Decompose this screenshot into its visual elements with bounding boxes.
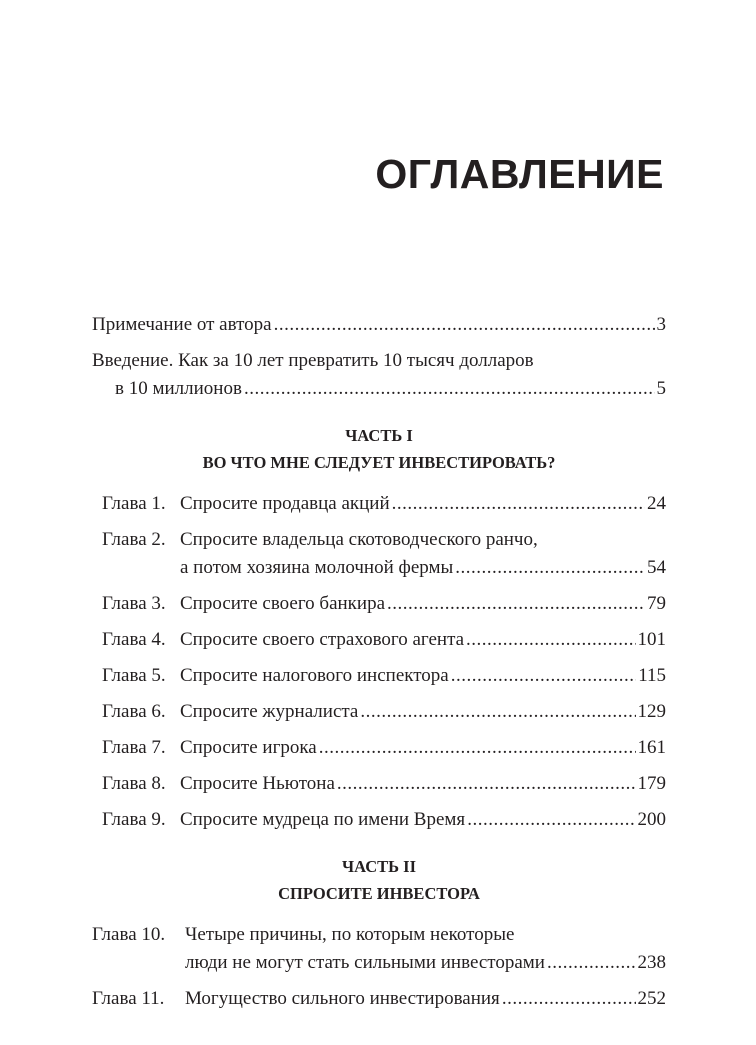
dot-leader	[360, 698, 635, 726]
toc-entry-title: Четыре причины, по которым некоторые	[185, 924, 515, 945]
toc-entry-title-continued: люди не могут стать сильными инвесторами	[185, 952, 545, 973]
toc-entry-title: Спросите владельца скотоводческого ранчо,	[180, 529, 538, 550]
dot-leader	[392, 490, 645, 518]
dot-leader	[337, 770, 636, 798]
toc-page-number: 200	[637, 809, 666, 830]
dot-leader	[319, 734, 636, 762]
toc-entry-title-continued: а потом хозяина молочной фермы	[180, 557, 454, 578]
dot-leader	[387, 590, 645, 618]
toc-page-number: 54	[647, 557, 666, 578]
chapter-label: Глава 7.	[102, 737, 166, 758]
chapter-label: Глава 11.	[92, 988, 165, 1009]
toc-page-number: 3	[656, 314, 666, 335]
toc-page-number: 115	[638, 665, 666, 686]
table-of-contents	[92, 311, 666, 1013]
toc-entry-title: Могущество сильного инвестирования	[185, 988, 500, 1009]
toc-entry-chapter-6[interactable]	[92, 698, 666, 726]
chapter-label: Глава 4.	[102, 629, 166, 650]
toc-entry-chapter-1[interactable]	[92, 490, 666, 518]
toc-entry-title: Введение. Как за 10 лет превратить 10 тысяч долларов	[92, 350, 534, 371]
toc-entry-chapter-9[interactable]	[92, 806, 666, 834]
toc-entry-chapter-10[interactable]	[92, 921, 666, 977]
toc-entry-chapter-11[interactable]	[92, 985, 666, 1013]
toc-page-number: 161	[637, 737, 666, 758]
chapter-label: Глава 9.	[102, 809, 166, 830]
dot-leader	[547, 949, 636, 977]
chapter-label: Глава 6.	[102, 701, 166, 722]
chapter-label: Глава 3.	[102, 593, 166, 614]
part-name: ВО ЧТО МНЕ СЛЕДУЕТ ИНВЕСТИРОВАТЬ?	[202, 453, 556, 472]
toc-page-number: 24	[647, 493, 666, 514]
chapter-label: Глава 5.	[102, 665, 166, 686]
toc-entry-title: Спросите налогового инспектора	[180, 665, 449, 686]
toc-entry-chapter-2[interactable]	[92, 526, 666, 582]
toc-entry-title-continued: в 10 миллионов	[115, 378, 242, 399]
toc-entry-chapter-5[interactable]	[92, 662, 666, 690]
toc-entry-title: Спросите своего страхового агента	[180, 629, 465, 650]
toc-page-number: 252	[637, 988, 666, 1009]
dot-leader	[455, 554, 645, 582]
toc-page-number: 129	[637, 701, 666, 722]
toc-entry-title: Спросите мудреца по имени Время	[180, 809, 466, 830]
toc-entry-title: Спросите продавца акций	[180, 493, 390, 514]
part-label: ЧАСТЬ II	[341, 857, 416, 876]
toc-entry-title: Примечание от автора	[92, 314, 272, 335]
part-label: ЧАСТЬ I	[345, 426, 413, 445]
toc-entry-title: Спросите своего банкира	[180, 593, 386, 614]
part-heading-1	[92, 422, 666, 476]
page-title: ОГЛАВЛЕНИЕ	[375, 151, 664, 197]
toc-page-number: 79	[647, 593, 666, 614]
toc-entry-title: Спросите игрока	[180, 737, 317, 758]
chapter-label: Глава 8.	[102, 773, 166, 794]
chapter-label: Глава 2.	[102, 529, 166, 550]
toc-page-number: 238	[637, 952, 666, 973]
chapter-label: Глава 1.	[102, 493, 166, 514]
toc-page-number: 101	[637, 629, 666, 650]
toc-entry-title: Спросите Ньютона	[180, 773, 335, 794]
toc-entry-chapter-3[interactable]	[92, 590, 666, 618]
part-heading-2	[92, 853, 666, 907]
dot-leader	[274, 311, 655, 339]
dot-leader	[502, 985, 636, 1013]
toc-entry-chapter-8[interactable]	[92, 770, 666, 798]
dot-leader	[451, 662, 636, 690]
toc-entry-author-note[interactable]	[92, 311, 666, 339]
toc-page-number: 5	[656, 378, 666, 399]
dot-leader	[466, 626, 635, 654]
toc-entry-chapter-4[interactable]	[92, 626, 666, 654]
dot-leader	[467, 806, 635, 834]
toc-entry-introduction[interactable]	[92, 347, 666, 403]
toc-page-number: 179	[637, 773, 666, 794]
chapter-label: Глава 10.	[92, 924, 166, 945]
toc-entry-chapter-7[interactable]	[92, 734, 666, 762]
toc-entry-title: Спросите журналиста	[180, 701, 359, 722]
part-name: СПРОСИТЕ ИНВЕСТОРА	[278, 884, 480, 903]
dot-leader	[244, 375, 655, 403]
